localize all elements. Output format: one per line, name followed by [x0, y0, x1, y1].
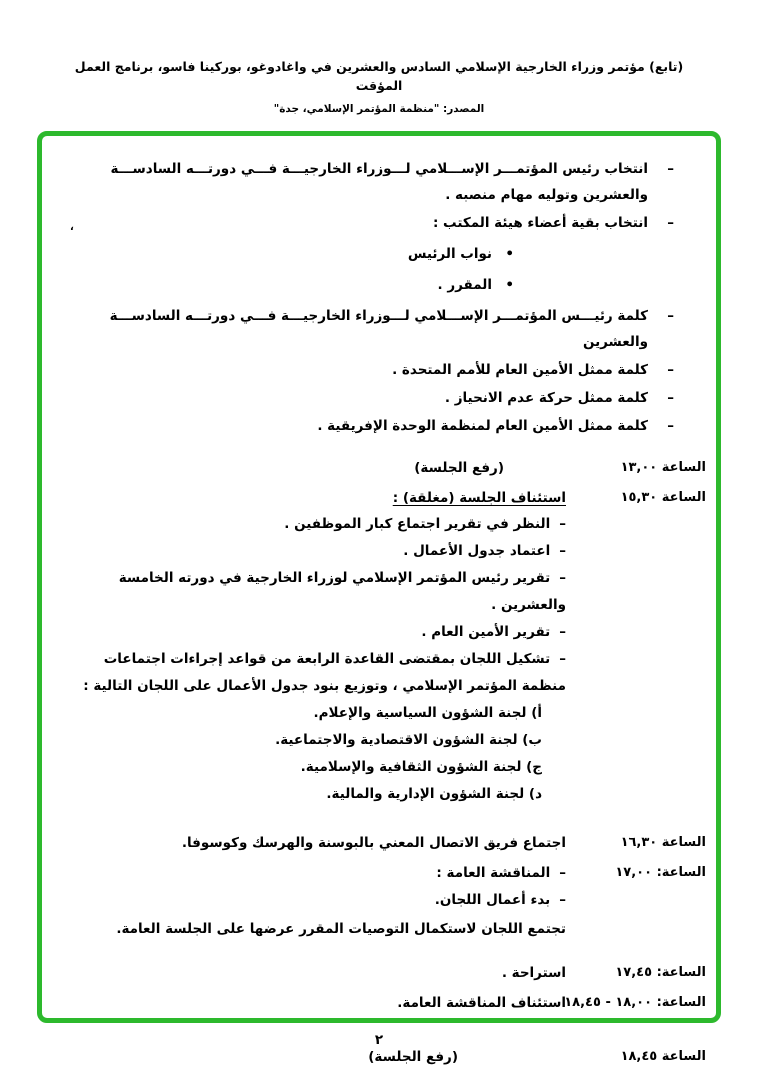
agenda-intro-list [92, 156, 674, 439]
bullet-item-text: المقرر . [437, 277, 492, 293]
schedule-row [62, 455, 706, 481]
committee-item: ج) لجنة الشؤون الثقافية والإسلامية. [300, 759, 542, 775]
dash-marker-icon: – [667, 215, 674, 231]
schedule-entry-text: المناقشة العامة : [436, 865, 551, 881]
schedule-entry: استراحة . [501, 965, 566, 981]
dash-marker-icon: – [667, 390, 674, 406]
schedule-sub-item-text: تقرير الأمين العام . [421, 624, 551, 640]
dash-marker-icon: – [559, 516, 566, 532]
bullet-item [92, 272, 514, 298]
schedule-sub-item [78, 511, 566, 538]
schedule-entry-title [78, 860, 566, 887]
content-frame [37, 131, 721, 1065]
time-label: الساعة: ١٧,٠٠ [615, 865, 706, 880]
dash-marker-icon: – [559, 651, 566, 667]
dash-marker-icon: – [667, 362, 674, 378]
bullet-marker-icon: • [505, 277, 514, 293]
dash-marker-icon: – [559, 543, 566, 559]
schedule-entry: استئناف المناقشة العامة. [397, 995, 566, 1011]
schedule-sub-item [78, 538, 566, 565]
agenda-item [92, 156, 674, 208]
time-label: الساعة ١٨,٤٥ [620, 1049, 706, 1064]
schedule-sub-item-text: تقرير رئيس المؤتمر الإسلامي لوزراء الخارجية في دورته الخامسة والعشرين . [118, 570, 566, 613]
page-number: ٢ [374, 1032, 384, 1048]
agenda-item-text: انتخاب رئيس المؤتمـــر الإســـلامي لـــوزراء الخارجيـــة فـــي دورتـــه السادســـة والعشرين وتوليه مهام منصبه . [110, 161, 648, 203]
schedule-row [62, 485, 706, 808]
schedule-sub-item-text: اعتماد جدول الأعمال . [403, 543, 551, 559]
agenda-item-text: كلمة ممثل الأمين العام لمنظمة الوحدة الإفريقية . [317, 418, 648, 434]
dash-marker-icon: – [559, 865, 566, 881]
schedule-entry: (رفع الجلسة) [414, 460, 504, 476]
schedule-sub-item [78, 887, 566, 914]
schedule-section [62, 455, 706, 1070]
time-label: الساعة ١٦,٣٠ [620, 835, 706, 850]
agenda-item [92, 385, 674, 411]
time-label: الساعة ١٥,٣٠ [620, 490, 706, 505]
dash-marker-icon: – [667, 308, 674, 324]
schedule-entry [62, 485, 586, 808]
bullet-marker-icon: • [505, 246, 514, 262]
agenda-item [92, 357, 674, 383]
agenda-item-text: كلمة ممثل الأمين العام للأمم المتحدة . [392, 362, 648, 378]
schedule-note: تجتمع اللجان لاستكمال التوصيات المقرر عرضها على الجلسة العامة. [116, 921, 566, 937]
document-source: المصدر: "منظمة المؤتمر الإسلامي، جدة" [273, 102, 485, 115]
bullet-item [92, 241, 514, 267]
agenda-item [92, 413, 674, 439]
stray-mark: ، [70, 222, 74, 233]
committee-item: أ) لجنة الشؤون السياسية والإعلام. [313, 705, 542, 721]
schedule-entry: اجتماع فريق الاتصال المعني بالبوسنة والهرسك وكوسوفا. [181, 835, 566, 851]
schedule-row [62, 990, 706, 1016]
agenda-item-text: كلمة رئيـــس المؤتمـــر الإســـلامي لـــوزراء الخارجيـــة فـــي دورتـــه السادســـة والعشرين [109, 308, 648, 350]
committee-item: ب) لجنة الشؤون الاقتصادية والاجتماعية. [275, 732, 542, 748]
agenda-item-text: كلمة ممثل حركة عدم الانحياز . [444, 390, 648, 406]
agenda-item-text: انتخاب بقية أعضاء هيئة المكتب : [432, 215, 648, 231]
schedule-row [62, 830, 706, 856]
dash-marker-icon: – [559, 892, 566, 908]
document-header [0, 58, 758, 115]
schedule-entry [62, 860, 586, 942]
document-title: (تابع) مؤتمر وزراء الخارجية الإسلامي السادس والعشرين في واغادوغو، بوركينا فاسو، برنامج العمل المؤقت [74, 59, 684, 93]
time-label: الساعة: ١٨,٠٠ - ١٨,٤٥ [564, 995, 706, 1010]
dash-marker-icon: – [559, 570, 566, 586]
schedule-row [62, 960, 706, 986]
time-label: الساعة ١٣,٠٠ [620, 460, 706, 475]
bullet-item-text: نواب الرئيس [407, 246, 492, 262]
agenda-item [92, 303, 674, 355]
dash-marker-icon: – [559, 624, 566, 640]
schedule-entry-title: استئناف الجلسة (مغلقة) : [392, 490, 566, 506]
time-label: الساعة: ١٧,٤٥ [615, 965, 706, 980]
schedule-sub-item [78, 646, 566, 700]
schedule-sub-item [78, 619, 566, 646]
schedule-entry: (رفع الجلسة) [368, 1049, 458, 1065]
schedule-sub-item [78, 565, 566, 619]
committee-item: د) لجنة الشؤون الإدارية والمالية. [326, 786, 542, 802]
dash-marker-icon: – [667, 418, 674, 434]
schedule-sub-item-text: النظر في تقرير اجتماع كبار الموظفين . [284, 516, 551, 532]
agenda-item [92, 210, 674, 236]
schedule-sub-item-text: بدء أعمال اللجان. [434, 892, 551, 908]
schedule-row [62, 860, 706, 942]
dash-marker-icon: – [667, 161, 674, 177]
schedule-sub-item-text: تشكيل اللجان بمقتضى القاعدة الرابعة من قواعد إجراءات اجتماعات منظمة المؤتمر الإسلامي ، وتوزيع بنود جدول الأعمال على اللجان التالية : [83, 651, 566, 694]
